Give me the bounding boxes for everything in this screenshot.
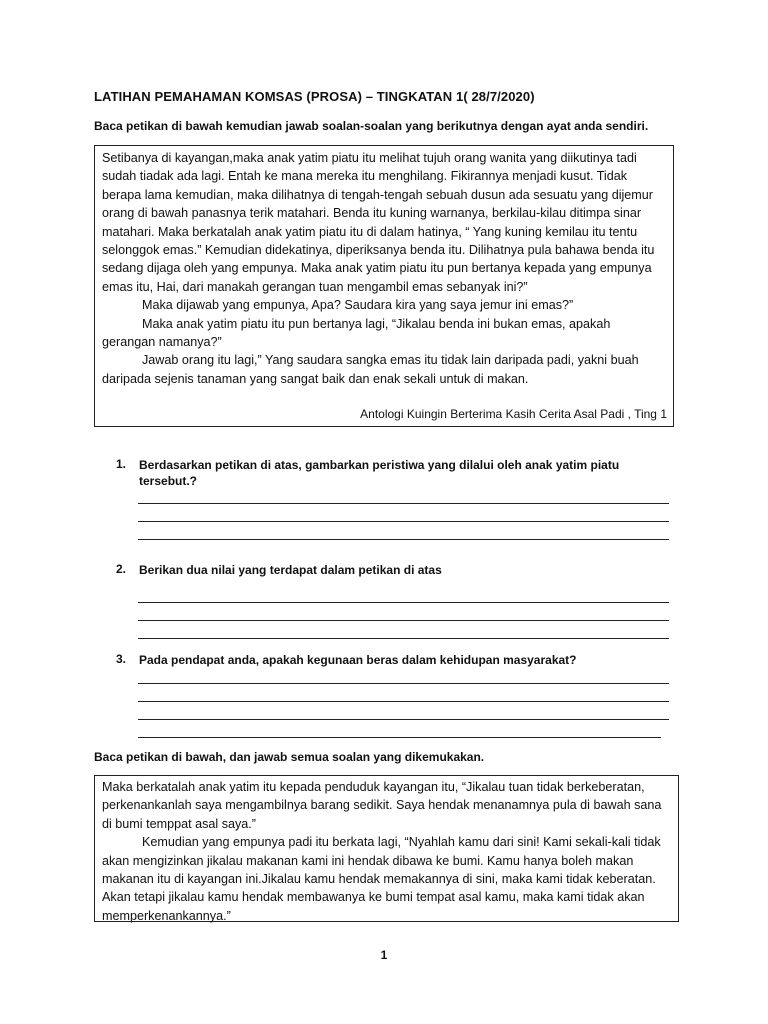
instruction-2: Baca petikan di bawah, dan jawab semua soalan yang dikemukakan. xyxy=(94,750,485,764)
question-text: Berikan dua nilai yang terdapat dalam petikan di atas xyxy=(139,563,442,577)
passage-2-paragraph: Kemudian yang empunya padi itu berkata lagi, “Nyahlah kamu dari sini! Kami sekali-kali tidak akan mengizinkan jikalau makanan kami ini hendak dibawa ke bumi. Kamu hanya boleh makan makanan itu di kayangan ini.Jikalau kamu hendak memakannya di sini, maka kami tidak keberatan. Akan tetapi jikalau kamu hendak membawanya ke bumi tempat asal kamu, maka kami tidak akan memperkenankannya.” xyxy=(102,835,661,923)
answer-line[interactable] xyxy=(138,737,661,738)
passage-1-paragraph: Setibanya di kayangan,maka anak yatim piatu itu melihat tujuh orang wanita yang diikutinya tadi sudah tiadak ada lagi. Entah ke mana mereka itu menghilang. Fikirannya menjadi kusut. Tidak berapa lama kemudian, maka dilihatnya di tengah-tengah sebuah dusun ada sesuatu yang dijemur orang di bawah panasnya terik matahari. Benda itu kuning warnanya, berkilau-kilau ditimpa sinar matahari. Maka berkatalah anak yatim piatu itu di dalam hatinya, “ Yang kuning kemilau itu tentu selonggok emas.” Kemudian didekatinya, diperiksanya benda itu. Dilihatnya pula bahawa benda itu sedang dijaga oleh yang empunya. Maka anak yatim piatu itu pun bertanya kepada yang empunya emas itu, Hai, dari manakah gerangan tuan mengambil emas sebanyak ini?” xyxy=(102,151,655,294)
passage-1-box xyxy=(94,145,674,427)
answer-line[interactable] xyxy=(138,719,669,720)
question-number: 2. xyxy=(116,562,127,576)
answer-line[interactable] xyxy=(138,539,669,540)
instruction-1: Baca petikan di bawah kemudian jawab soalan-soalan yang berikutnya dengan ayat anda sendiri. xyxy=(94,119,649,133)
passage-2-box xyxy=(94,775,679,922)
question-text: Pada pendapat anda, apakah kegunaan beras dalam kehidupan masyarakat? xyxy=(139,653,577,667)
question-2 xyxy=(116,562,676,578)
passage-source: Antologi Kuingin Berterima Kasih Cerita Asal Padi , Ting 1 xyxy=(360,406,667,421)
answer-line[interactable] xyxy=(138,602,669,603)
answer-line[interactable] xyxy=(138,521,669,522)
answer-line[interactable] xyxy=(138,620,669,621)
page-title: LATIHAN PEMAHAMAN KOMSAS (PROSA) – TINGKATAN 1( 28/7/2020) xyxy=(94,89,535,104)
question-1 xyxy=(116,457,676,489)
question-number: 3. xyxy=(116,652,127,666)
passage-1-paragraph: Maka anak yatim piatu itu pun bertanya lagi, “Jikalau benda ini bukan emas, apakah gerangan namanya?” xyxy=(102,316,611,350)
question-3 xyxy=(116,652,676,668)
answer-line[interactable] xyxy=(138,701,669,702)
question-number: 1. xyxy=(116,457,127,471)
passage-1-paragraph: Maka dijawab yang empunya, Apa? Saudara kira yang saya jemur ini emas?” xyxy=(142,298,574,313)
question-text: Berdasarkan petikan di atas, gambarkan peristiwa yang dilalui oleh anak yatim piatu tersebut.? xyxy=(139,458,620,488)
answer-line[interactable] xyxy=(138,503,669,504)
answer-line[interactable] xyxy=(138,683,669,684)
answer-line[interactable] xyxy=(138,638,669,639)
passage-2-paragraph: Maka berkatalah anak yatim itu kepada penduduk kayangan itu, “Jikalau tuan tidak berkeberatan, perkenankanlah saya mengambilnya barang sedikit. Saya hendak menanamnya pula di bawah sana di bumi temppat asal saya.” xyxy=(102,780,662,831)
passage-1-paragraph: Jawab orang itu lagi,” Yang saudara sangka emas itu tidak lain daripada padi, yakni buah daripada sejenis tanaman yang sangat baik dan enak sekali untuk di makan. xyxy=(102,353,639,386)
page-number: 1 xyxy=(380,948,388,962)
